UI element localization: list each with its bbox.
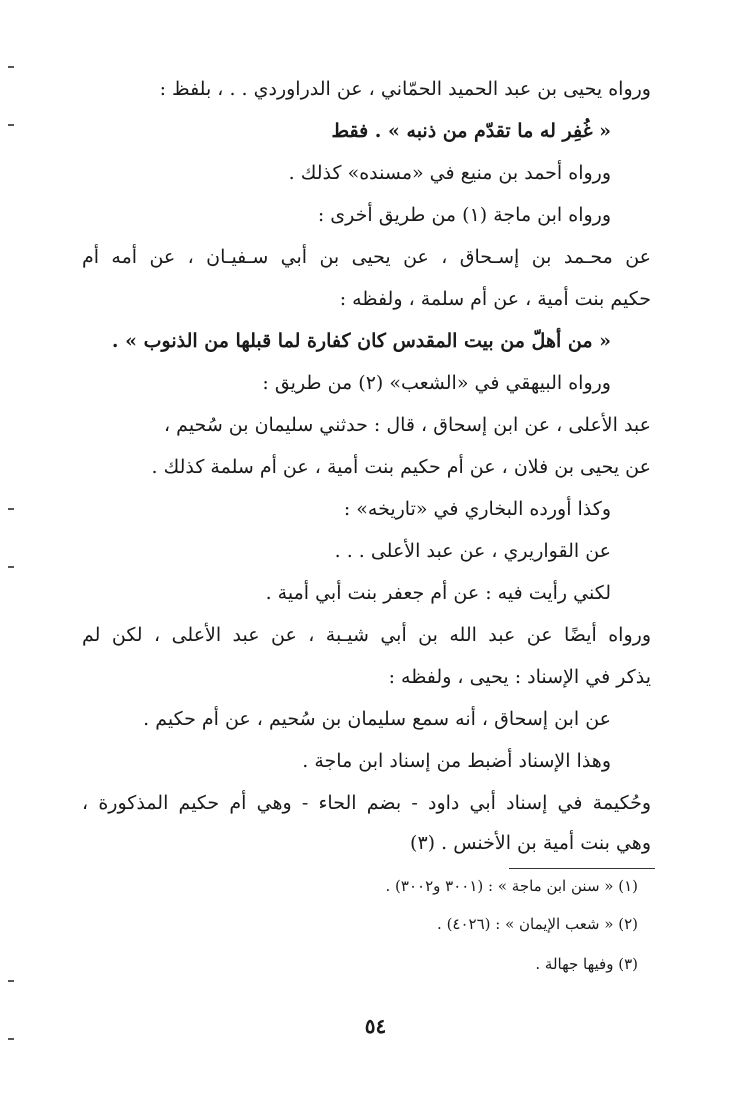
- footnote-3: (٣) وفيها جهالة .: [535, 955, 638, 973]
- text-line-3: ورواه أحمد بن منيع في «مسنده» كذلك .: [288, 162, 611, 184]
- margin-mark: [8, 66, 14, 68]
- text-line-15: يذكر في الإسناد : يحيى ، ولفظه :: [388, 666, 651, 688]
- margin-mark: [8, 980, 14, 982]
- margin-mark: [8, 1038, 14, 1040]
- text-line-12: عن القواريري ، عن عبد الأعلى . . .: [334, 540, 611, 562]
- text-line-19: وهي بنت أمية بن الأخنس . (٣): [410, 832, 651, 854]
- text-line-13: لكني رأيت فيه : عن أم جعفر بنت أبي أمية .: [265, 582, 611, 604]
- text-line-8: ورواه البيهقي في «الشعب» (٢) من طريق :: [262, 372, 611, 394]
- footnote-1: (١) « سنن ابن ماجة » : (٣٠٠١ و٣٠٠٢) .: [385, 877, 638, 895]
- hadith-quote-2: « من أهلّ من بيت المقدس كان كفارة لما قبلها من الذنوب » .: [111, 330, 611, 352]
- text-line-6: حكيم بنت أمية ، عن أم سلمة ، ولفظه :: [339, 288, 651, 310]
- text-line-10: عن يحيى بن فلان ، عن أم حكيم بنت أمية ، عن أم سلمة كذلك .: [151, 456, 651, 478]
- text-line-9: عبد الأعلى ، عن ابن إسحاق ، قال : حدثني سليمان بن سُحيم ،: [164, 414, 651, 436]
- text-line-4: ورواه ابن ماجة (١) من طريق أخرى :: [317, 204, 611, 226]
- text-line-16: عن ابن إسحاق ، أنه سمع سليمان بن سُحيم ، عن أم حكيم .: [143, 708, 611, 730]
- text-line-18: وحُكيمة في إسناد أبي داود - بضم الحاء - وهي أم حكيم المذكورة ،: [82, 792, 651, 814]
- margin-mark: [8, 124, 14, 126]
- footnote-2: (٢) « شعب الإيمان » : (٤٠٢٦) .: [437, 915, 638, 933]
- text-line-17: وهذا الإسناد أضبط من إسناد ابن ماجة .: [302, 750, 611, 772]
- text-line-14: ورواه أيضًا عن عبد الله بن أبي شيـبة ، عن عبد الأعلى ، لكن لم: [82, 624, 651, 646]
- margin-mark: [8, 566, 14, 568]
- text-line-1: ورواه يحيى بن عبد الحميد الحمّاني ، عن الدراوردي . . ، بلفظ :: [159, 78, 651, 100]
- hadith-quote-1: « غُفِر له ما تقدّم من ذنبه » . فقط: [331, 120, 611, 142]
- footnote-separator: [509, 868, 655, 869]
- margin-mark: [8, 508, 14, 510]
- text-line-11: وكذا أورده البخاري في «تاريخه» :: [343, 498, 611, 520]
- text-line-5: عن محـمد بن إسـحاق ، عن يحيى بن أبي سـفيـان ، عن أمه أم: [82, 246, 651, 268]
- page-number: ٥٤: [364, 1014, 387, 1038]
